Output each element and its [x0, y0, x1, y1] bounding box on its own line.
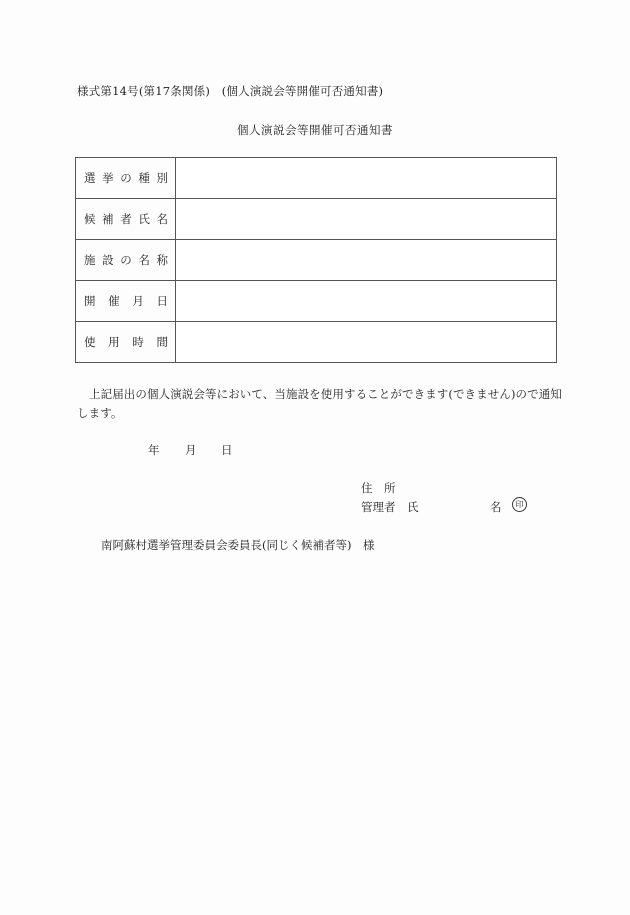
document-title: 個人演説会等開催可否通知書	[237, 123, 393, 137]
label-char: 間	[156, 335, 168, 349]
label-char: 用	[108, 335, 120, 349]
label-char: 日	[156, 294, 168, 308]
label-char: の	[120, 253, 132, 267]
label-char: 月	[132, 294, 144, 308]
row-label	[76, 240, 176, 281]
date-day-label: 日	[221, 443, 233, 457]
table-row	[76, 199, 557, 240]
row-label-text	[76, 211, 175, 227]
row-label-text	[76, 293, 175, 309]
label-char: 使	[84, 335, 96, 349]
address-label: 住 所	[361, 481, 396, 495]
table-row	[76, 158, 557, 199]
label-char: 名	[138, 253, 150, 267]
row-label-text	[76, 334, 175, 350]
row-value-field[interactable]	[176, 322, 557, 363]
date-year-label: 年	[148, 443, 160, 457]
label-char: 施	[84, 253, 96, 267]
date-month-label: 月	[185, 443, 197, 457]
name-suffix-label: 名	[490, 500, 502, 514]
table-row	[76, 240, 557, 281]
row-label-text	[76, 252, 175, 268]
form-heading: 様式第14号(第17条関係) (個人演説会等開催可否通知書)	[77, 84, 384, 98]
label-char: 候	[84, 212, 96, 226]
notice-text: 上記届出の個人演説会等において、当施設を使用することができます(できません)ので通知します。	[77, 387, 562, 420]
label-char: 催	[108, 294, 120, 308]
table-row	[76, 322, 557, 363]
row-label	[76, 281, 176, 322]
manager-name-label: 管理者 氏	[361, 500, 419, 514]
label-char: の	[120, 171, 132, 185]
row-label	[76, 322, 176, 363]
label-char: 名	[156, 212, 168, 226]
row-label	[76, 158, 176, 199]
label-char: 称	[156, 253, 168, 267]
label-char: 設	[102, 253, 114, 267]
label-char: 時	[132, 335, 144, 349]
row-value-field[interactable]	[176, 199, 557, 240]
seal-icon: 印	[512, 497, 527, 512]
info-table	[75, 157, 557, 363]
label-char: 開	[84, 294, 96, 308]
label-char: 者	[120, 212, 132, 226]
label-char: 別	[156, 171, 168, 185]
label-char: 挙	[102, 171, 114, 185]
row-label-text	[76, 170, 175, 186]
addressee-line: 南阿蘇村選挙管理委員会委員長(同じく候補者等) 様	[101, 538, 375, 552]
row-label	[76, 199, 176, 240]
row-value-field[interactable]	[176, 281, 557, 322]
row-value-field[interactable]	[176, 158, 557, 199]
label-char: 種	[138, 171, 150, 185]
label-char: 選	[84, 171, 96, 185]
label-char: 補	[102, 212, 114, 226]
row-value-field[interactable]	[176, 240, 557, 281]
label-char: 氏	[138, 212, 150, 226]
table-row	[76, 281, 557, 322]
